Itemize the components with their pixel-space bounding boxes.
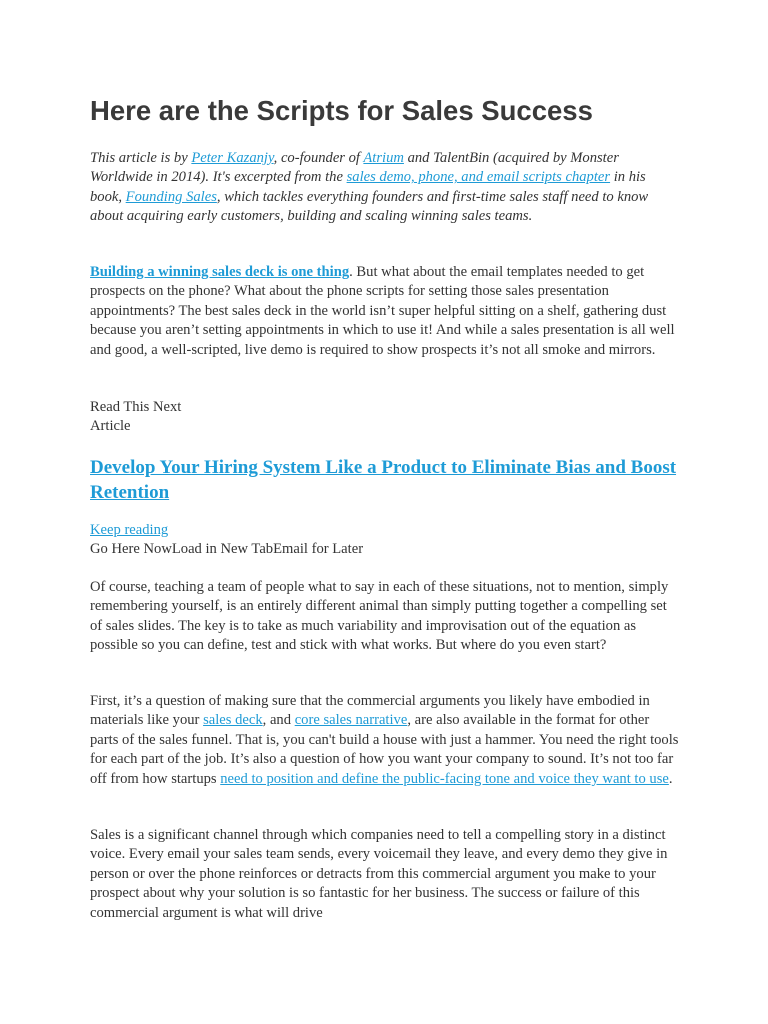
related-article-title [90, 455, 680, 505]
paragraph-text: . But what about the email templates needed to get prospects on the phone? What about the phone scripts for setting those sales presentation appointments? The best sales deck in the world isn’t super helpful sitting on a shelf, gathering dust because you aren’t setting appointments in which to use it! And while a sales presentation is all well and good, a well-scripted, live demo is required to show prospects it’s not all smoke and mirrors. [90, 264, 675, 358]
read-next-type: Article [90, 418, 131, 435]
paragraph-text: . [668, 770, 673, 787]
intro-text: , co-founder of [273, 150, 364, 166]
intro-text: and TalentBin (acquired by Monster Worldwide in 2014). It's excerpted from the [90, 150, 619, 186]
company-link[interactable]: Atrium [363, 150, 404, 166]
intro-text: This article is by [90, 150, 192, 166]
paragraph-text: , and [262, 712, 295, 729]
positioning-link[interactable]: need to position and define the public-facing tone and voice they want to use [220, 770, 669, 787]
author-link[interactable]: Peter Kazanjy [191, 150, 274, 166]
sales-deck-link[interactable]: sales deck [203, 712, 263, 729]
sales-narrative-link[interactable]: core sales narrative [294, 712, 408, 729]
read-actions-text: Go Here NowLoad in New TabEmail for Later [90, 541, 364, 558]
paragraph-text: First, it’s a question of making sure that the commercial arguments you likely have embodied in materials like your [90, 693, 650, 729]
read-next-actions [90, 521, 680, 560]
paragraph-4: Sales is a significant channel through which companies need to tell a compelling story in a distinct voice. Every email your sales team sends, every voicemail they leave, and every demo they give in person or over the phone reinforces or detracts from this commercial argument you make to your prospect about why your solution is so fantastic for her business. The success or failure of this commercial argument is what will drive [90, 827, 668, 921]
author-intro [90, 149, 680, 227]
read-next-label [90, 398, 680, 437]
paragraph-2: Of course, teaching a team of people what to say in each of these situations, not to mention, simply remembering yourself, is an entirely different animal than simply putting together a compelling set of sales slides. The key is to take as much variability and improvisation out of the equation as possible so you can define, test and stick with what works. But where do you even start? [90, 579, 669, 654]
article-title: Here are the Scripts for Sales Success [90, 95, 593, 126]
sales-deck-article-link[interactable]: Building a winning sales deck is one thing [90, 264, 350, 280]
book-link[interactable]: Founding Sales [125, 188, 217, 205]
keep-reading-link[interactable]: Keep reading [90, 522, 169, 538]
chapter-link[interactable]: sales demo, phone, and email scripts chapter [346, 169, 611, 186]
read-next-line: Read This Next [90, 399, 182, 415]
intro-text: , which tackles everything founders and first-time sales staff need to know about acquiring early customers, building and scaling winning sales teams. [90, 188, 649, 225]
paragraph-3 [90, 692, 680, 789]
paragraph-text: , are also available in the format for other parts of the sales funnel. That is, you can't build a house with just a hammer. You need the right tools for each part of the job. It’s also a question of how you want your company to sound. It’s not too far off from how startups [90, 712, 679, 787]
paragraph-1 [90, 263, 680, 360]
related-article-link[interactable]: Develop Your Hiring System Like a Product to Eliminate Bias and Boost Retention [90, 457, 677, 503]
intro-text: in his book, [90, 169, 646, 205]
